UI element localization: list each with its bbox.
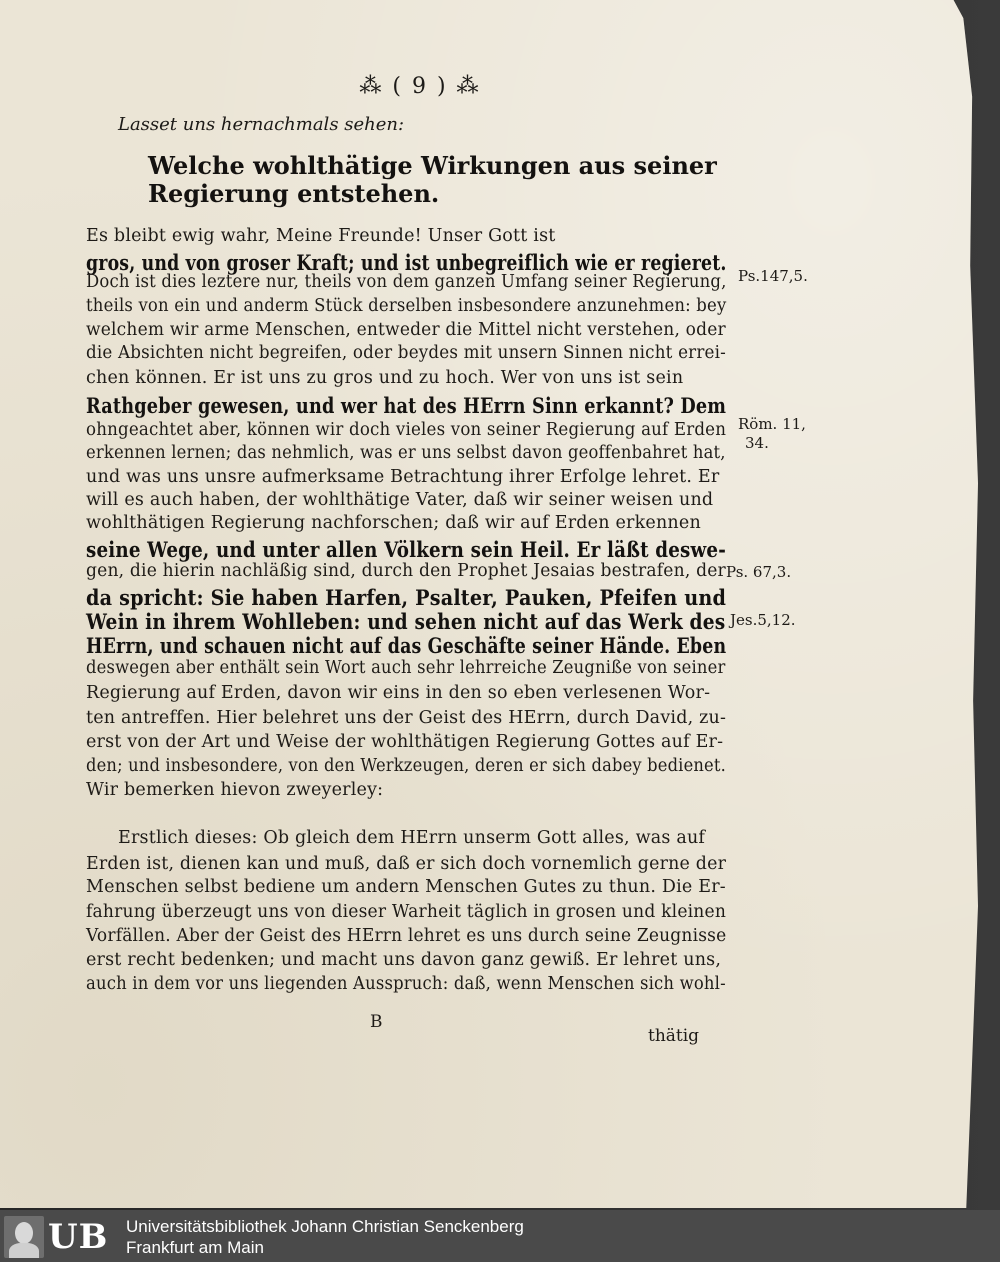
text-line: HErrn, und schauen nicht auf das Geschäfte seiner Hände. Eben xyxy=(86,633,727,658)
page-header: ⁂ ( 9 ) ⁂ xyxy=(359,74,481,99)
ub-logo xyxy=(4,1216,116,1258)
text-line: theils von ein und anderm Stück derselben insbesondere anzunehmen: bey xyxy=(86,296,727,316)
catchword: thätig xyxy=(648,1026,700,1046)
text-line: Regierung auf Erden, davon wir eins in den so eben verlesenen Wor- xyxy=(86,683,711,703)
text-line: Erden ist, dienen kan und muß, daß er sich doch vornemlich gerne der xyxy=(86,854,727,874)
portrait-icon xyxy=(4,1216,44,1258)
signature-mark: B xyxy=(370,1012,383,1032)
text-line: ten antreffen. Hier belehret uns der Geist des HErrn, durch David, zu- xyxy=(86,708,727,728)
text-line: Menschen selbst bediene um andern Menschen Gutes zu thun. Die Er- xyxy=(86,877,726,897)
margin-note: Röm. 11, xyxy=(738,415,806,433)
text-line: wohlthätigen Regierung nachforschen; daß wir auf Erden erkennen xyxy=(86,513,701,533)
text-line: Es bleibt ewig wahr, Meine Freunde! Unser Gott ist xyxy=(86,226,556,246)
text-line: Rathgeber gewesen, und wer hat des HErrn Sinn erkannt? Dem xyxy=(86,393,727,418)
text-line: welchem wir arme Menschen, entweder die Mittel nicht verstehen, oder xyxy=(86,320,726,340)
institution-name xyxy=(126,1216,524,1258)
text-line: die Absichten nicht begreifen, oder beydes mit unsern Sinnen nicht errei- xyxy=(86,343,726,363)
logo-text: UB xyxy=(48,1217,109,1257)
text-line: seine Wege, und unter allen Völkern sein Heil. Er läßt deswe- xyxy=(86,537,726,562)
intro-line: Lasset uns hernachmals sehen: xyxy=(118,114,405,135)
text-line: erst von der Art und Weise der wohlthätigen Regierung Gottes auf Er- xyxy=(86,732,724,752)
text-line: auch in dem vor uns liegenden Ausspruch: daß, wenn Menschen sich wohl- xyxy=(86,974,726,994)
text-line: Wein in ihrem Wohlleben: und sehen nicht auf das Werk des xyxy=(86,609,726,634)
text-line: erst recht bedenken; und macht uns davon ganz gewiß. Er lehret uns, xyxy=(86,950,722,970)
text-line: gros, und von groser Kraft; und ist unbegreiflich wie er regieret. xyxy=(86,250,727,275)
text-line: Vorfällen. Aber der Geist des HErrn lehret es uns durch seine Zeugnisse xyxy=(86,926,727,946)
text-line: fahrung überzeugt uns von dieser Warheit täglich in grosen und kleinen xyxy=(86,902,727,922)
text-line: Wir bemerken hievon zweyerley: xyxy=(86,780,384,800)
text-line: und was uns unsre aufmerksame Betrachtung ihrer Erfolge lehret. Er xyxy=(86,467,720,487)
section-heading: Welche wohlthätige Wirkungen aus seiner Regierung entstehen. xyxy=(148,151,717,208)
margin-note: Jes.5,12. xyxy=(730,611,796,629)
institution-line-2: Frankfurt am Main xyxy=(126,1238,264,1257)
margin-note: Ps. 67,3. xyxy=(726,563,792,581)
text-line: Doch ist dies leztere nur, theils von dem ganzen Umfang seiner Regierung, xyxy=(86,272,727,292)
text-line: will es auch haben, der wohlthätige Vater, daß wir seiner weisen und xyxy=(86,490,714,510)
text-line: gen, die hierin nachläßig sind, durch den Prophet Jesaias bestrafen, der xyxy=(86,561,726,581)
text-line: den; und insbesondere, von den Werkzeugen, deren er sich dabey bedienet. xyxy=(86,756,726,776)
text-line: da spricht: Sie haben Harfen, Psalter, Pauken, Pfeifen und xyxy=(86,585,727,610)
text-line: chen können. Er ist uns zu gros und zu hoch. Wer von uns ist sein xyxy=(86,368,684,388)
text-line: ohngeachtet aber, können wir doch vieles von seiner Regierung auf Erden xyxy=(86,420,727,440)
margin-note: 34. xyxy=(745,434,769,452)
institution-line-1: Universitätsbibliothek Johann Christian Senckenberg xyxy=(126,1217,524,1236)
margin-note: Ps.147,5. xyxy=(738,267,808,285)
text-line: Erstlich dieses: Ob gleich dem HErrn unserm Gott alles, was auf xyxy=(118,828,706,848)
text-line: erkennen lernen; das nehmlich, was er uns selbst davon geoffenbahret hat, xyxy=(86,443,726,463)
text-line: deswegen aber enthält sein Wort auch sehr lehrreiche Zeugniße von seiner xyxy=(86,658,726,678)
